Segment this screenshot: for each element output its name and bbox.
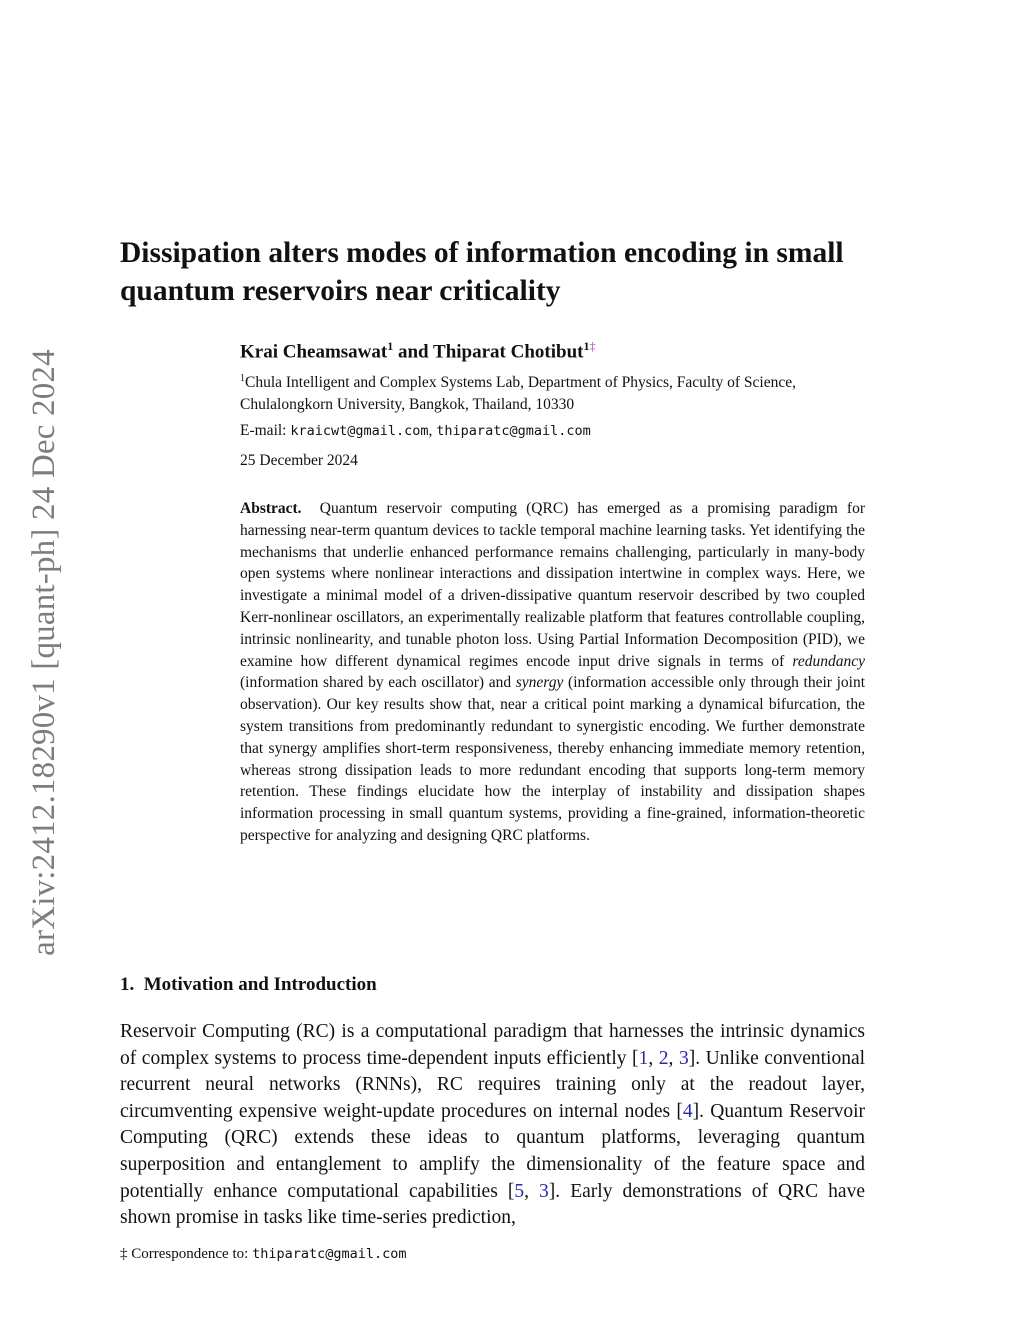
paper-title: Dissipation alters modes of information encoding in small quantum reservoirs near criticality [120,237,844,307]
email-separator: , [428,422,437,439]
correspondence-dagger-link[interactable]: ‡ [589,339,596,353]
abstract-text: (information shared by each oscillator) and [240,674,516,692]
abstract-text: (information accessible only through their joint observation). Our key results show that, near a critical point marking a dynamical bifurcation, the system transitions from predominantly redundant to synergistic encoding. We further demonstrate that synergy amplifies short-term responsiveness, thereby enhancing immediate memory retention, whereas strong dissipation leads to more redundant encoding that supports long-term memory retention. These findings elucidate how the interplay of instability and dissipation shapes information processing in small quantum systems, providing a fine-grained, information-theoretic perspective for analyzing and designing QRC platforms. [240,674,865,844]
citation-separator: , [648,1047,659,1069]
citation-link[interactable]: 1 [638,1047,649,1069]
abstract-label: Abstract. [240,500,302,517]
section-heading: 1. Motivation and Introduction [120,974,377,995]
intro-text: ]. Early demonstrations of QRC have shown promise in tasks like time-series prediction, [120,1180,865,1229]
citation-link[interactable]: 2 [658,1047,669,1069]
publication-date: 25 December 2024 [240,452,358,469]
affiliation [240,368,870,416]
intro-text: Reservoir Computing (RC) is a computational paradigm that harnesses the intrinsic dynamics of complex systems to process time-dependent inputs efficiently [ [120,1021,865,1069]
citation-link[interactable]: 4 [682,1100,693,1122]
arxiv-identifier-text: arXiv:2412.18290v1 [quant-ph] 24 Dec 2024 [25,349,62,956]
abstract-term-redundancy: redundancy [792,652,865,670]
arxiv-identifier-stamp [26,340,62,965]
affiliation-text: Chula Intelligent and Complex Systems Lab, Department of Physics, Faculty of Science, Chulalongkorn University, Bangkok, Thailand, 10330 [240,374,797,414]
author-joiner: and [393,341,434,363]
citation-link[interactable]: 3 [678,1047,689,1069]
intro-paragraph [120,1019,865,1232]
author-name: Thiparat Chotibut [433,341,584,363]
footnote-email[interactable]: thiparatc@gmail.com [252,1246,407,1262]
intro-text: ]. Quantum Reservoir Computing (QRC) extends these ideas to quantum platforms, leveraging quantum superposition and entanglement to amplify the dimensionality of the feature space and potentially enhance computational capabilities [ [120,1100,865,1202]
footnote-mark: ‡ [120,1246,128,1262]
abstract-term-synergy: synergy [515,674,564,692]
footnote-text: Correspondence to: [127,1246,253,1262]
email-address[interactable]: kraicwt@gmail.com [290,423,429,439]
citation-separator: , [524,1180,540,1202]
abstract [240,498,865,847]
affiliation-number: 1 [240,373,245,384]
citation-separator: , [668,1047,679,1069]
email-label: E-mail: [240,422,291,439]
author-name: Krai Cheamsawat [240,341,388,363]
citation-link[interactable]: 3 [539,1180,549,1202]
footnote [120,1246,407,1263]
email-line [240,420,591,442]
abstract-text: Quantum reservoir computing (QRC) has emerged as a promising paradigm for harnessing near-term quantum devices to tackle temporal machine learning tasks. Yet identifying the mechanisms that underlie enhanced performance remains challenging, particularly in many-body open systems where nonlinear interactions and dissipation intertwine in complex ways. Here, we investigate a minimal model of a driven-dissipative quantum reservoir described by two coupled Kerr-nonlinear oscillators, an experimentally realizable platform that features controllable coupling, intrinsic nonlinearity, and tunable photon loss. Using Partial Information Decomposition (PID), we examine how different dynamical regimes encode input drive signals in terms of [240,500,866,670]
email-address[interactable]: thiparatc@gmail.com [436,423,591,439]
affiliation-mark: 1 [387,339,394,353]
intro-text: ]. Unlike conventional recurrent neural networks (RNNs), RC requires training only at the readout layer, circumventing expensive weight-update procedures on internal nodes [ [120,1047,866,1122]
author-list [240,339,595,363]
affiliation-mark: 1 [583,339,590,353]
citation-link[interactable]: 5 [514,1180,525,1202]
